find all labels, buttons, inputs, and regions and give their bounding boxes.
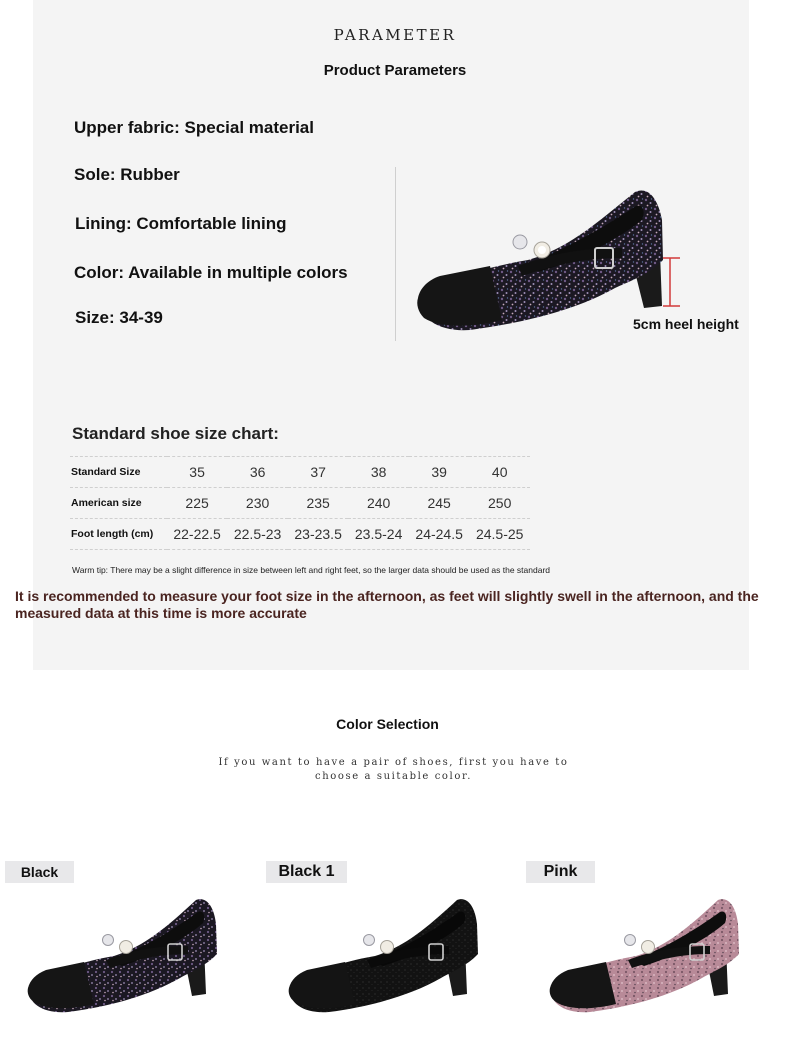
- row-label: Foot length (cm): [70, 519, 167, 550]
- row-label: American size: [70, 488, 167, 519]
- shoe-thumbnail-pink[interactable]: [544, 890, 759, 1020]
- size-chart-table: [70, 456, 530, 550]
- heel-height-label: 5cm heel height: [633, 316, 739, 332]
- table-cell: 37: [288, 457, 349, 488]
- table-row: [70, 457, 530, 488]
- measurement-recommendation: It is recommended to measure your foot size in the afternoon, as feet will slightly swell in the afternoon, and the measured data at this time is more accurate: [15, 588, 759, 621]
- tagline-line-1: If you want to have a pair of shoes, first you have to: [218, 757, 569, 768]
- table-cell: 39: [409, 457, 470, 488]
- color-selection-tagline: [0, 756, 787, 784]
- spec-sole: Sole: Rubber: [74, 165, 180, 184]
- color-option-black-label[interactable]: Black: [5, 861, 74, 883]
- table-cell: 240: [348, 488, 409, 519]
- spec-lining: Lining: Comfortable lining: [75, 214, 287, 233]
- table-cell: 40: [469, 457, 530, 488]
- table-cell: 35: [167, 457, 228, 488]
- size-chart-title: Standard shoe size chart:: [72, 424, 279, 443]
- divider-line: [395, 167, 396, 341]
- table-cell: 245: [409, 488, 470, 519]
- tagline-line-2: choose a suitable color.: [315, 771, 472, 782]
- table-cell: 23-23.5: [288, 519, 349, 550]
- spec-upper-fabric: Upper fabric: Special material: [74, 118, 314, 137]
- table-cell: 225: [167, 488, 228, 519]
- color-option-black1-label[interactable]: Black 1: [266, 861, 347, 883]
- table-row: [70, 488, 530, 519]
- shoe-thumbnail-black[interactable]: [22, 890, 237, 1020]
- spec-color: Color: Available in multiple colors: [74, 263, 348, 282]
- table-cell: 22.5-23: [227, 519, 288, 550]
- parameter-title: PARAMETER: [333, 26, 457, 44]
- table-cell: 36: [227, 457, 288, 488]
- color-option-pink-label[interactable]: Pink: [526, 861, 595, 883]
- table-cell: 38: [348, 457, 409, 488]
- shoe-thumbnail-black-1[interactable]: [283, 890, 498, 1020]
- table-cell: 24-24.5: [409, 519, 470, 550]
- table-cell: 23.5-24: [348, 519, 409, 550]
- color-selection-title: Color Selection: [336, 716, 439, 732]
- product-parameters-heading: Product Parameters: [323, 62, 467, 79]
- warm-tip-text: Warm tip: There may be a slight difference in size between left and right feet, so the larger data should be used as the standard: [72, 565, 551, 575]
- table-cell: 250: [469, 488, 530, 519]
- row-label: Standard Size: [70, 457, 167, 488]
- table-cell: 230: [227, 488, 288, 519]
- spec-size: Size: 34-39: [75, 308, 163, 327]
- table-row: [70, 519, 530, 550]
- table-cell: 22-22.5: [167, 519, 228, 550]
- table-cell: 235: [288, 488, 349, 519]
- table-cell: 24.5-25: [469, 519, 530, 550]
